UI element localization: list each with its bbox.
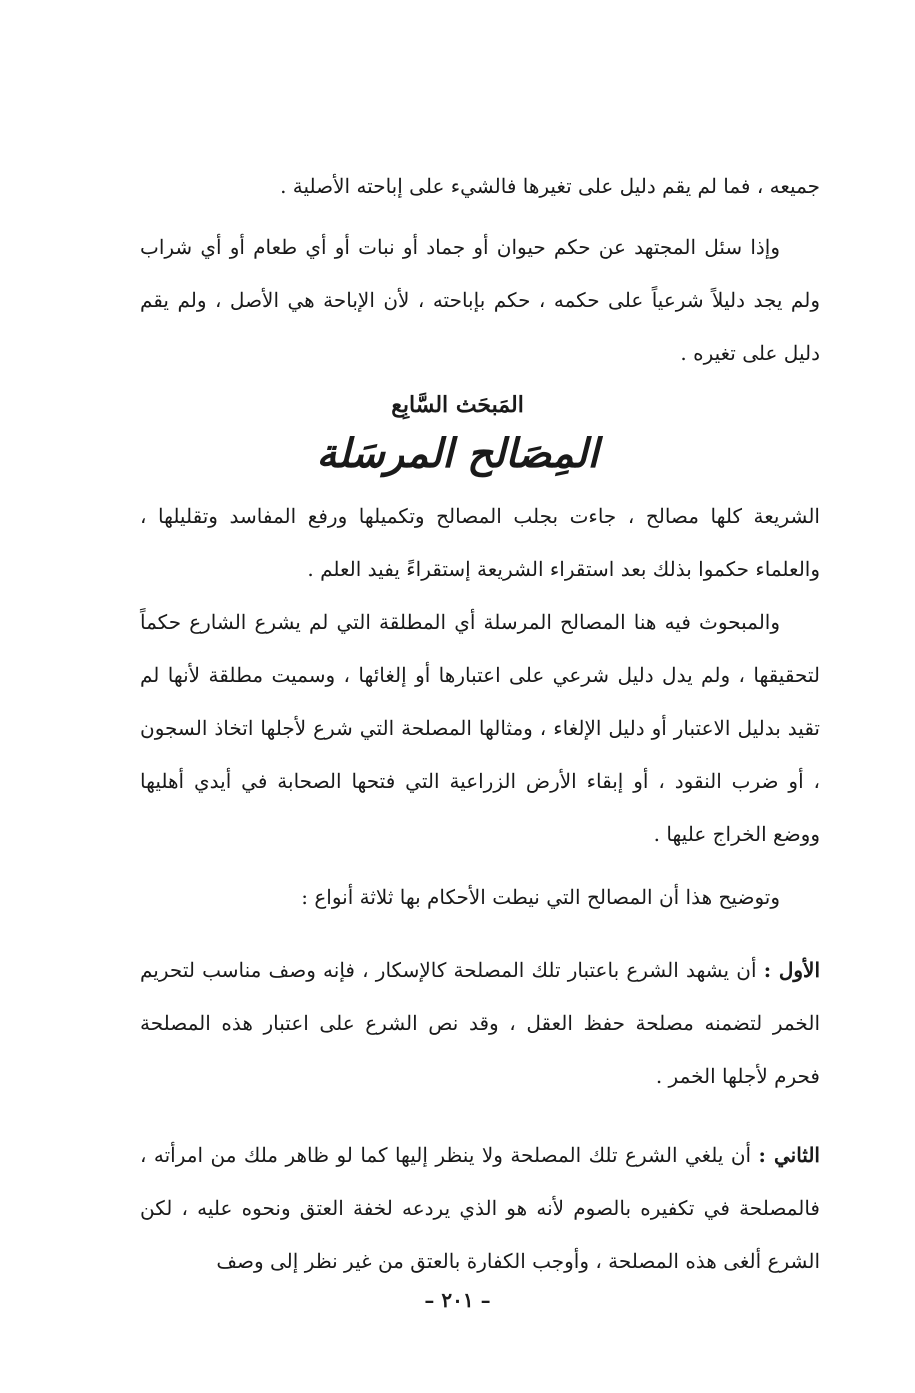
body-paragraph-2: والمبحوث فيه هنا المصالح المرسلة أي المطلقة التي لم يشرع الشارع حكماً لتحقيقها ، ولم يدل دليل شرعي على اعتبارها أو إلغائها ، وسميت مطلقة لأنها لم تقيد بدليل الاعتبار أو دليل الإلغاء ، ومثالها المصلحة التي شرع لأجلها اتخاذ السجون ، أو ضرب النقود ، أو إبقاء الأرض الزراعية التي فتحها الصحابة في أيدي أهليها ووضع الخراج عليها . — [140, 610, 820, 846]
page-number: – ٢٠١ – — [424, 1288, 491, 1312]
intro-paragraph: وإذا سئل المجتهد عن حكم حيوان أو جماد أو نبات أو أي طعام أو أي شراب ولم يجد دليلاً شرعياً على حكمه ، حكم بإباحته ، لأن الإباحة هي الأصل ، ولم يقم دليل على تغيره . — [140, 235, 820, 365]
first-type-lead: الأول : — [763, 958, 821, 982]
first-type-text: أن يشهد الشرع باعتبار تلك المصلحة كالإسكار ، فإنه وصف مناسب لتحريم الخمر لتضمنه مصلحة حفظ العقل ، وقد نص الشرع على اعتبار هذه المصلحة فحرم لأجلها الخمر . — [140, 958, 820, 1088]
section-title: المِصَالح المرسَلة — [316, 430, 599, 477]
section-subtitle: المَبحَث السَّابِع — [391, 392, 524, 418]
second-type-lead: الثاني : — [758, 1143, 820, 1167]
body-paragraph-1: الشريعة كلها مصالح ، جاءت بجلب المصالح وتكميلها ورفع المفاسد وتقليلها ، والعلماء حكموا بذلك بعد استقراء الشريعة إستقراءً يفيد العلم . — [140, 504, 820, 581]
second-type-text: أن يلغي الشرع تلك المصلحة ولا ينظر إليها كما لو ظاهر ملك من امرأته ، فالمصلحة في تكفيره بالصوم لأنه هو الذي يردعه لخفة العتق ونحوه عليه ، لكن الشرع ألغى هذه المصلحة ، وأوجب الكفارة بالعتق من غير نظر إلى وصف — [140, 1143, 820, 1273]
intro-block — [140, 160, 820, 380]
second-type-paragraph — [140, 1129, 820, 1288]
body-paragraph-3: وتوضيح هذا أن المصالح التي نيطت الأحكام بها ثلاثة أنواع : — [301, 885, 780, 909]
body-block — [140, 490, 820, 1288]
intro-line: جميعه ، فما لم يقم دليل على تغيرها فالشيء على إباحته الأصلية . — [280, 174, 820, 198]
first-type-paragraph — [140, 944, 820, 1103]
